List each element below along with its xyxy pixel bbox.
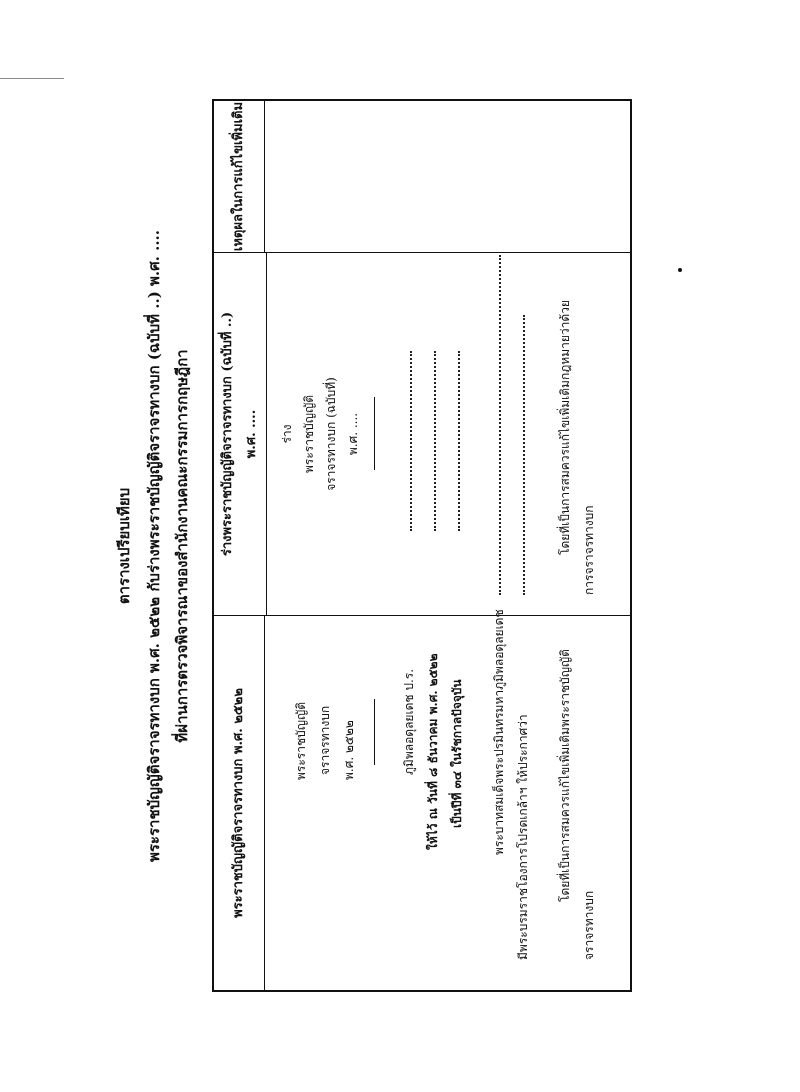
column-heading-year: พ.ศ. ....	[244, 409, 259, 459]
divider	[374, 397, 375, 470]
doc-subtitle-2: ที่ผ่านการตรวจพิจารณาของสำนักงานคณะกรรมการกฤษฎีกา	[173, 349, 191, 743]
reason-line: จราจรทางบก	[582, 890, 596, 960]
act-line: พระราชบัญญัติ	[294, 702, 308, 780]
dotted-line	[458, 351, 460, 531]
divider	[374, 699, 375, 765]
draft-line: พ.ศ. ....	[346, 412, 360, 456]
act-line: จราจรทางบก	[318, 705, 332, 775]
column-heading: เหตุผลในการแก้ไขเพิ่มเติม	[214, 101, 265, 252]
king-line: ภูมิพลอดุลยเดช ป.ร.	[402, 668, 416, 775]
act-line: พ.ศ. ๒๕๒๒	[342, 720, 356, 780]
draft-line: พระราชบัญญัติ	[302, 395, 316, 473]
column-heading	[214, 253, 267, 615]
column-draft-act	[214, 252, 630, 615]
king-line: ให้ไว้ ณ วันที่ ๘ ธันวาคม พ.ศ. ๒๕๒๒	[426, 653, 440, 850]
column-heading: พระราชบัญญัติจราจรทางบก พ.ศ. ๒๕๒๒	[214, 616, 265, 990]
king-line: เป็นปีที่ ๓๔ ในรัชกาลปัจจุบัน	[450, 679, 464, 828]
draft-line: ร่าง	[280, 424, 294, 444]
reason-line: โดยที่เป็นการสมควรแก้ไขเพิ่มเติมพระราชบัญญัติ	[558, 649, 572, 902]
column-reasons	[214, 101, 630, 252]
reason-line: การจราจรทางบก	[582, 505, 596, 595]
column-current-act	[214, 609, 630, 990]
comparison-table	[212, 99, 632, 992]
draft-line: จราจรทางบก (ฉบับที่)	[324, 377, 338, 491]
doc-subtitle: พระราชบัญญัติจราจรทางบก พ.ศ. ๒๕๒๒ กับร่างพระราชบัญญัติจราจรทางบก (ฉบับที่ ..) พ.ศ. ....	[145, 229, 163, 863]
doc-title: ตารางเปรียบเทียบ	[115, 487, 133, 605]
dotted-line	[410, 351, 412, 531]
dotted-line	[499, 255, 501, 595]
dotted-line	[434, 351, 436, 531]
dotted-line	[523, 315, 525, 595]
proclamation-line: มีพระบรมราชโองการโปรดเกล้าฯ ให้ประกาศว่า	[516, 714, 530, 960]
column-heading-title: ร่างพระราชบัญญัติจราจรทางบก (ฉบับที่ ..)	[220, 311, 235, 557]
proclamation-line: พระบาทสมเด็จพระปรมินทรมหาภูมิพลอดุลยเดช	[492, 609, 506, 855]
reason-line: โดยที่เป็นการสมควรแก้ไขเพิ่มเติมกฎหมายว่าด้วย	[558, 300, 572, 555]
